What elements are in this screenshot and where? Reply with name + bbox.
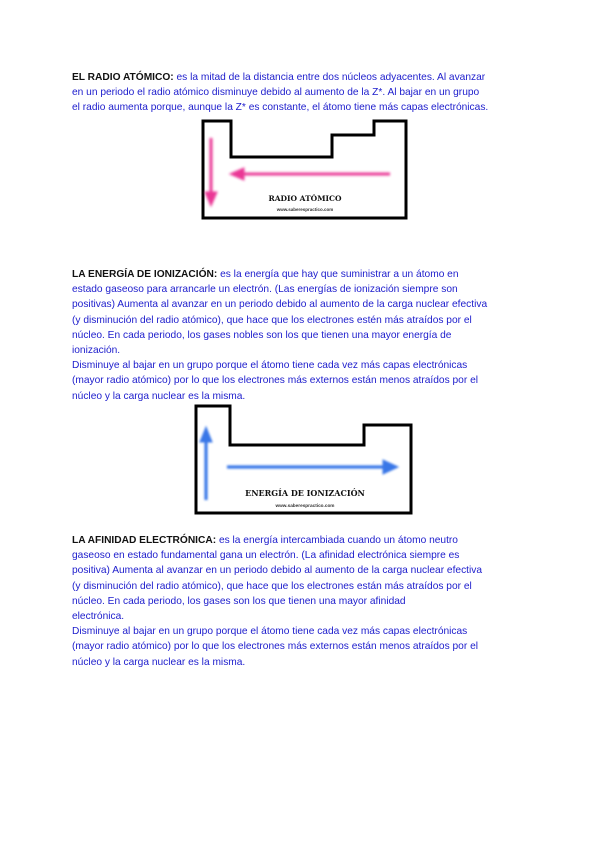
paragraph-line: en un periodo el radio atómico disminuye debido al aumento de la Z*. Al bajar en un grupo [72, 87, 480, 99]
paragraph-line: Disminuye al bajar en un grupo porque el átomo tiene cada vez más capas electrónicas [72, 360, 468, 372]
figure-url: www.saberespractico.com [276, 207, 334, 212]
figure-title: ENERGÍA DE IONIZACIÓN [245, 488, 365, 498]
paragraph-line: el radio aumenta porque, aunque la Z* es constante, el átomo tiene más capas electrónicas. [72, 102, 489, 114]
paragraph-line: núcleo. En cada periodo, los gases nobles son los que tienen una mayor energía de [72, 329, 452, 341]
paragraph-line: Disminuye al bajar en un grupo porque el átomo tiene cada vez más capas electrónicas [72, 626, 468, 638]
paragraph-line: positiva) Aumenta al avanzar en un periodo debido al aumento de la carga nuclear efectiva [72, 565, 483, 577]
paragraph-line: EL RADIO ATÓMICO: es la mitad de la distancia entre dos núcleos adyacentes. Al avanzar [72, 72, 486, 83]
paragraph-line: estado gaseoso para arrancarle un electrón. (Las energías de ionización siempre son [72, 284, 458, 296]
afinidad-electronica-heading: LA AFINIDAD ELECTRÓNICA: [72, 535, 217, 546]
energia-ionizacion-heading: LA ENERGÍA DE IONIZACIÓN: [72, 269, 218, 280]
paragraph-line: (y disminución del radio atómico), que hace que los electrones estén más atraídos por el [72, 314, 472, 326]
energia-ionizacion-figure [193, 403, 415, 515]
paragraph-line: positivas) Aumenta al avanzar en un periodo debido al aumento de la carga nuclear efectiva [72, 299, 488, 311]
figure-title: RADIO ATÓMICO [268, 194, 342, 203]
energia-ionizacion-paragraph [72, 267, 534, 404]
radio-atomico-heading: EL RADIO ATÓMICO: [72, 72, 174, 83]
paragraph-line: núcleo y la carga nuclear es la misma. [72, 656, 246, 668]
paragraph-line: (mayor radio atómico) por lo que los electrones más externos están menos atraídos por el [72, 641, 478, 653]
paragraph-line: (mayor radio atómico) por lo que los electrones más externos están menos atraídos por el [72, 375, 478, 387]
radio-atomico-paragraph [72, 70, 534, 116]
paragraph-line: LA AFINIDAD ELECTRÓNICA: es la energía intercambiada cuando un átomo neutro [72, 535, 458, 546]
paragraph-line: (y disminución del radio atómico), que hace que los electrones están más atraídos por el [72, 580, 472, 592]
paragraph-line: núcleo y la carga nuclear es la misma. [72, 390, 246, 402]
paragraph-line: ionización. [72, 345, 121, 357]
afinidad-electronica-paragraph [72, 533, 534, 670]
radio-atomico-figure [200, 118, 410, 220]
figure-url: www.saberespractico.com [275, 503, 335, 508]
paragraph-line: núcleo. En cada periodo, los gases son los que tienen una mayor afinidad [72, 595, 406, 607]
paragraph-line: gaseoso en estado fundamental gana un electrón. (La afinidad electrónica siempre es [72, 550, 460, 562]
paragraph-line: LA ENERGÍA DE IONIZACIÓN: es la energía que hay que suministrar a un átomo en [72, 269, 459, 280]
paragraph-line: electrónica. [72, 611, 125, 623]
periodic-table-outline [203, 121, 406, 218]
